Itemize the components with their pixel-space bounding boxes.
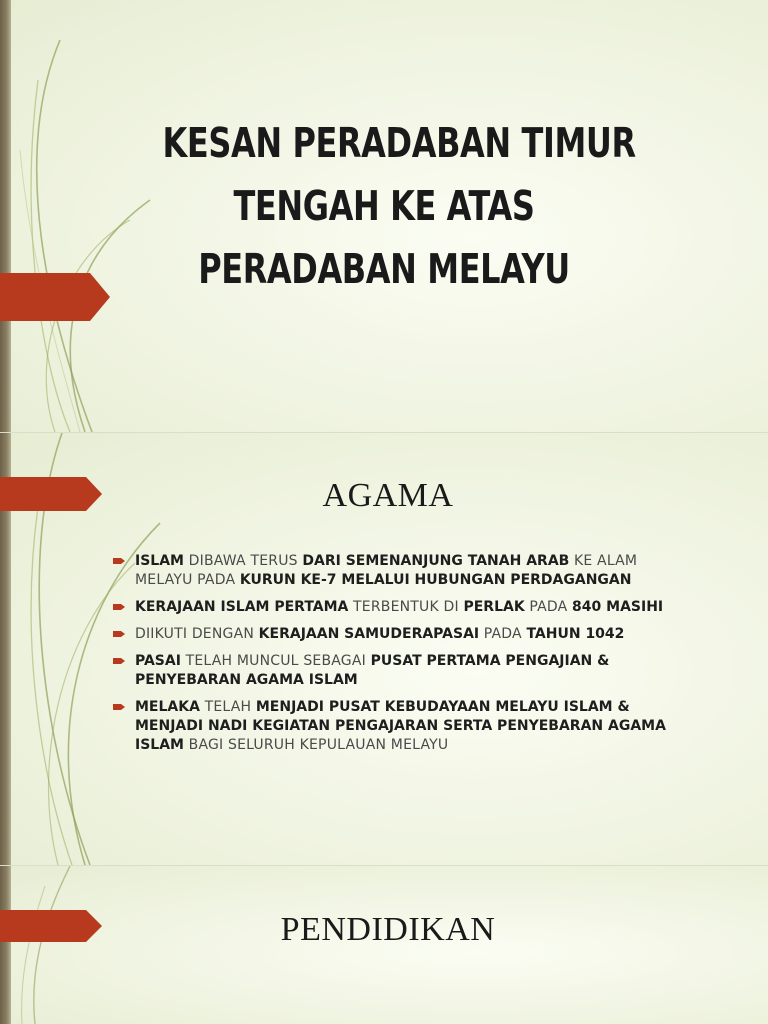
bullet-text: TELAH MUNCUL SEBAGAI: [180, 653, 371, 669]
bullet-text: DIIKUTI DENGAN: [135, 626, 259, 642]
pendidikan-slide: [0, 866, 768, 1024]
list-item: [112, 552, 682, 590]
bullet-text: KE ALAM MELAYU PADA: [135, 553, 638, 588]
title-line-1: KESAN PERADABAN TIMUR: [162, 119, 636, 167]
bullet-text: DIBAWA TERUS: [183, 553, 303, 569]
bullet-emphasis-text: MENJADI PUSAT KEBUDAYAAN MELAYU ISLAM & MENJADI NADI KEGIATAN PENGAJARAN SERTA PENYEBARAN AGAMA ISLAM: [135, 699, 666, 753]
list-item: [112, 598, 682, 617]
bullet-text: TERBENTUK DI: [348, 599, 464, 615]
arrow-bullet-icon: [113, 603, 125, 611]
bullet-text: TELAH: [199, 699, 256, 715]
bullet-emphasis-text: DARI SEMENANJUNG TANAH ARAB: [302, 553, 570, 569]
bullet-emphasis-text: PUSAT PERTAMA PENGAJIAN & PENYEBARAN AGAMA ISLAM: [135, 653, 610, 688]
bullet-emphasis-text: ISLAM: [135, 553, 184, 569]
bullet-emphasis-text: KERAJAAN ISLAM PERTAMA: [135, 599, 349, 615]
arrow-bullet-icon: [113, 630, 125, 638]
title-line-2: TENGAH KE ATAS: [233, 182, 535, 230]
bullet-emphasis-text: PERLAK: [463, 599, 525, 615]
bullet-emphasis-text: KERAJAAN SAMUDERAPASAI: [258, 626, 480, 642]
arrow-bullet-icon: [113, 703, 125, 711]
list-item: [112, 652, 682, 690]
arrow-bullet-icon: [113, 557, 125, 565]
page-title: [162, 112, 636, 301]
section-heading: AGAMA: [322, 477, 454, 514]
bullet-emphasis-text: PASAI: [135, 653, 181, 669]
title-slide: [0, 0, 768, 432]
list-item: [112, 625, 682, 644]
bullet-emphasis-text: 840 MASIHI: [572, 599, 664, 615]
arrow-bullet-icon: [113, 657, 125, 665]
agama-slide: [0, 433, 768, 865]
bullet-text: PADA: [524, 599, 573, 615]
bullet-emphasis-text: KURUN KE-7 MELALUI HUBUNGAN PERDAGANGAN: [239, 572, 632, 588]
title-line-3: PERADABAN MELAYU: [198, 245, 570, 293]
bullet-emphasis-text: MELAKA: [135, 699, 200, 715]
bullet-emphasis-text: TAHUN 1042: [526, 626, 625, 642]
bullet-text: BAGI SELURUH KEPULAUAN MELAYU: [183, 737, 449, 753]
bullet-text: PADA: [479, 626, 527, 642]
section-heading: PENDIDIKAN: [280, 911, 496, 948]
red-arrow-tab-icon: [0, 273, 110, 321]
bullet-list: [112, 552, 682, 763]
list-item: [112, 698, 682, 755]
